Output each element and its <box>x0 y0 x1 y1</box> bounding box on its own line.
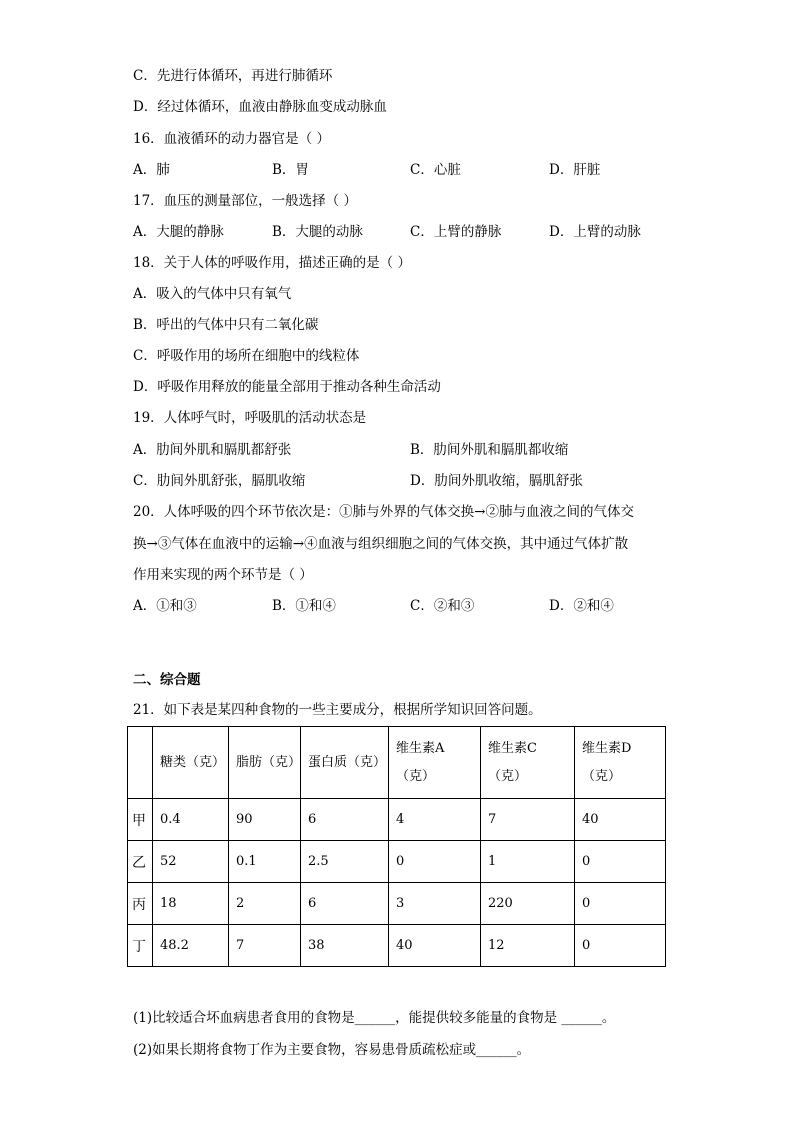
q20-option-a: A．①和③ <box>133 598 197 614</box>
section-title: 二、综合题 <box>133 672 201 688</box>
q21-sub1: (1)比较适合坏血病患者食用的食物是______，能提供较多能量的食物是 ______。 <box>133 1010 616 1026</box>
table-cell: 40 <box>575 799 666 841</box>
table-row <box>128 841 666 883</box>
q19-options-row1 <box>133 441 693 459</box>
table-cell: 52 <box>153 841 229 883</box>
table-cell: 7 <box>229 925 301 967</box>
header-carbs: 糖类（克） <box>160 754 226 770</box>
table-header-cell <box>389 727 481 799</box>
q20-option-d: D．②和④ <box>549 598 614 614</box>
q19-option-c: C．肋间外肌舒张，膈肌收缩 <box>133 473 306 489</box>
header-vitamin-d-unit: （克） <box>582 768 622 784</box>
q17-options <box>133 223 693 241</box>
row-label: 乙 <box>128 841 153 883</box>
q17-option-a: A．大腿的静脉 <box>133 224 224 240</box>
header-vitamin-c: 维生素C <box>488 740 537 756</box>
header-vitamin-a: 维生素A <box>396 740 445 756</box>
table-cell: 12 <box>481 925 575 967</box>
q15-option-c: C．先进行体循环，再进行肺循环 <box>133 68 333 84</box>
table-cell: 7 <box>481 799 575 841</box>
table-row <box>128 925 666 967</box>
table-cell: 3 <box>389 883 481 925</box>
q17-option-d: D．上臂的动脉 <box>549 224 641 240</box>
table-header-cell <box>575 727 666 799</box>
q19-stem: 19．人体呼气时，呼吸肌的活动状态是 <box>133 410 367 426</box>
table-cell: 1 <box>481 841 575 883</box>
table-row <box>128 883 666 925</box>
q19-option-d: D．肋间外肌收缩，膈肌舒张 <box>410 473 583 489</box>
table-cell: 0 <box>575 841 666 883</box>
q20-options <box>133 597 693 615</box>
q20-stem-line2: 换→③气体在血液中的运输→④血液与组织细胞之间的气体交换，其中通过气体扩散 <box>133 536 629 552</box>
q18-option-a: A．吸入的气体中只有氧气 <box>133 286 292 302</box>
header-vitamin-d: 维生素D <box>582 740 632 756</box>
table-cell: 18 <box>153 883 229 925</box>
q19-option-a: A．肋间外肌和膈肌都舒张 <box>133 442 292 458</box>
q18-option-d: D．呼吸作用释放的能量全部用于推动各种生命活动 <box>133 379 441 395</box>
q16-option-b: B．胃 <box>272 162 309 178</box>
q20-option-c: C．②和③ <box>410 598 475 614</box>
table-header-cell <box>229 727 301 799</box>
table-cell: 38 <box>301 925 389 967</box>
q17-option-b: B．大腿的动脉 <box>272 224 363 240</box>
table-header-cell <box>481 727 575 799</box>
q18-stem: 18．关于人体的呼吸作用，描述正确的是（ ） <box>133 255 411 271</box>
q19-options-row2 <box>133 472 693 490</box>
table-header-row <box>128 727 666 799</box>
q16-option-a: A．肺 <box>133 162 170 178</box>
header-protein: 蛋白质（克） <box>308 754 387 770</box>
table-header-cell <box>153 727 229 799</box>
table-cell: 4 <box>389 799 481 841</box>
q17-option-c: C．上臂的静脉 <box>410 224 502 240</box>
q16-option-c: C．心脏 <box>410 162 461 178</box>
table-cell: 40 <box>389 925 481 967</box>
q16-stem: 16．血液循环的动力器官是（ ） <box>133 131 330 147</box>
q21-stem: 21．如下表是某四种食物的一些主要成分，根据所学知识回答问题。 <box>133 702 542 718</box>
q16-options <box>133 161 693 179</box>
table-cell: 2 <box>229 883 301 925</box>
q17-stem: 17．血压的测量部位，一般选择（ ） <box>133 193 357 209</box>
q21-sub2: (2)如果长期将食物丁作为主要食物，容易患骨质疏松症或______。 <box>133 1042 531 1058</box>
table-cell: 2.5 <box>301 841 389 883</box>
q20-stem-line3: 作用来实现的两个环节是（ ） <box>133 567 313 583</box>
row-label: 甲 <box>128 799 153 841</box>
table-cell: 220 <box>481 883 575 925</box>
food-composition-table <box>127 726 666 967</box>
table-cell: 0.4 <box>153 799 229 841</box>
table-row <box>128 799 666 841</box>
row-label: 丁 <box>128 925 153 967</box>
table-cell: 6 <box>301 799 389 841</box>
q18-option-c: C．呼吸作用的场所在细胞中的线粒体 <box>133 348 360 364</box>
table-cell: 90 <box>229 799 301 841</box>
q18-option-b: B．呼出的气体中只有二氧化碳 <box>133 317 319 333</box>
q20-option-b: B．①和④ <box>272 598 336 614</box>
table-cell: 48.2 <box>153 925 229 967</box>
q19-option-b: B．肋间外肌和膈肌都收缩 <box>410 442 569 458</box>
table-cell: 0 <box>575 925 666 967</box>
q16-option-d: D．肝脏 <box>549 162 601 178</box>
header-vitamin-c-unit: （克） <box>488 768 528 784</box>
table-cell: 0 <box>575 883 666 925</box>
q15-option-d: D．经过体循环，血液由静脉血变成动脉血 <box>133 99 387 115</box>
table-cell: 0 <box>389 841 481 883</box>
table-cell: 0.1 <box>229 841 301 883</box>
table-cell: 6 <box>301 883 389 925</box>
header-vitamin-a-unit: （克） <box>396 768 436 784</box>
q20-stem-line1: 20．人体呼吸的四个环节依次是：①肺与外界的气体交换→②肺与血液之间的气体交 <box>133 504 634 520</box>
row-label: 丙 <box>128 883 153 925</box>
table-header-cell <box>301 727 389 799</box>
header-fat: 脂肪（克） <box>236 754 302 770</box>
table-header-corner <box>128 727 153 799</box>
